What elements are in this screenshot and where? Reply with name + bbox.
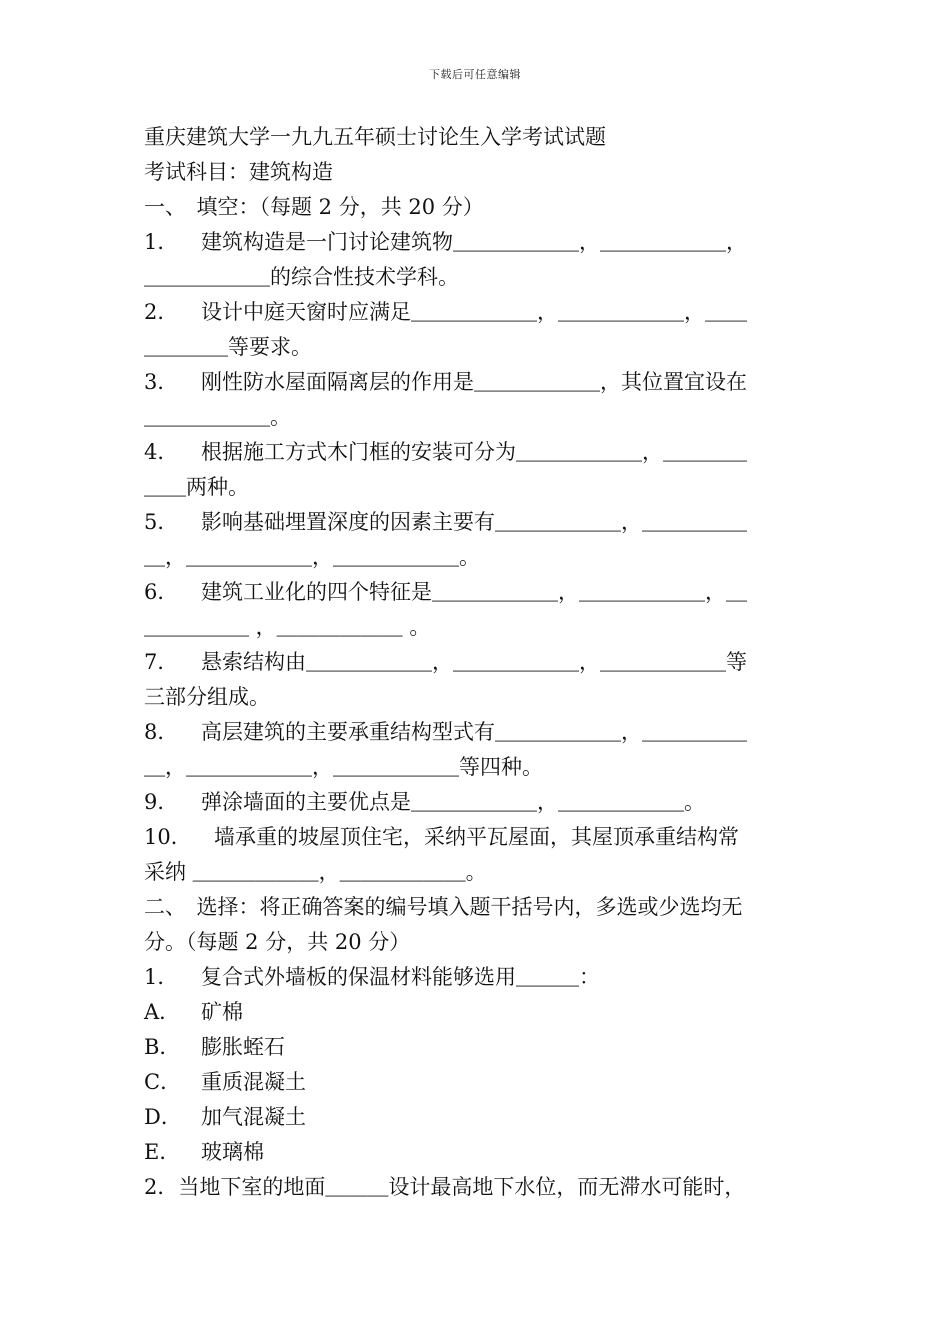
choice-question-2: 2．当地下室的地面＿＿＿设计最高地下水位，而无滞水可能时， xyxy=(144,1175,746,1199)
option-text: 加气混凝土 xyxy=(201,1105,306,1129)
question-text-continued: ＿＿＿＿＿＿的综合性技术学科。 xyxy=(144,265,459,289)
option-a xyxy=(144,995,808,1030)
question-4 xyxy=(144,435,808,505)
question-text-continued: ＿＿＿＿＿＿。 xyxy=(144,405,291,429)
option-letter: D． xyxy=(144,1105,182,1129)
option-letter: B． xyxy=(144,1035,181,1059)
question-text: 建筑构造是一门讨论建筑物＿＿＿＿＿＿，＿＿＿＿＿＿， xyxy=(201,230,747,254)
question-text-continued: ＿＿＿＿＿ ，＿＿＿＿＿＿ 。 xyxy=(144,615,431,639)
option-letter: C． xyxy=(144,1070,182,1094)
question-9 xyxy=(144,785,808,820)
question-number: 8． xyxy=(144,720,179,744)
question-7 xyxy=(144,645,808,715)
question-text: 复合式外墙板的保温材料能够选用＿＿＿： xyxy=(201,965,600,989)
exam-subject: 考试科目：建筑构造 xyxy=(144,160,333,184)
question-number: 4． xyxy=(144,440,179,464)
option-d xyxy=(144,1100,808,1135)
question-10 xyxy=(144,820,808,890)
question-text-continued: ＿＿两种。 xyxy=(144,475,249,499)
question-text-continued: ＿，＿＿＿＿＿＿，＿＿＿＿＿＿。 xyxy=(144,545,480,569)
question-text: 影响基础埋置深度的因素主要有＿＿＿＿＿＿，＿＿＿＿＿ xyxy=(201,510,747,534)
question-number: 1． xyxy=(144,230,179,254)
option-text: 重质混凝土 xyxy=(201,1070,306,1094)
question-text: 悬索结构由＿＿＿＿＿＿，＿＿＿＿＿＿，＿＿＿＿＿＿等 xyxy=(201,650,747,674)
option-text: 膨胀蛭石 xyxy=(201,1035,285,1059)
question-text: 建筑工业化的四个特征是＿＿＿＿＿＿，＿＿＿＿＿＿，＿ xyxy=(201,580,747,604)
section-heading-line: 分。（每题 2 分，共 20 分） xyxy=(144,930,411,954)
question-text: 墙承重的坡屋顶住宅，采纳平瓦屋面，其屋顶承重结构常 xyxy=(214,825,739,849)
option-text: 矿棉 xyxy=(201,1000,243,1024)
option-e xyxy=(144,1135,808,1170)
question-2 xyxy=(144,295,808,365)
question-text: 刚性防水屋面隔离层的作用是＿＿＿＿＿＿，其位置宜设在 xyxy=(201,370,747,394)
question-number: 5． xyxy=(144,510,179,534)
question-3 xyxy=(144,365,808,435)
question-number: 3． xyxy=(144,370,179,394)
question-number: 7． xyxy=(144,650,179,674)
page-header: 下载后可任意编辑 xyxy=(429,68,521,81)
question-number: 9． xyxy=(144,790,179,814)
question-8 xyxy=(144,715,808,785)
section-heading-choice xyxy=(144,890,808,960)
question-1 xyxy=(144,225,808,295)
question-number: 2． xyxy=(144,300,179,324)
question-6 xyxy=(144,575,808,645)
section-heading-fill-in: 一、 填空：（每题 2 分，共 20 分） xyxy=(144,195,484,219)
question-text-continued: 采纳 ＿＿＿＿＿＿，＿＿＿＿＿＿。 xyxy=(144,860,487,884)
option-b xyxy=(144,1030,808,1065)
question-number: 1． xyxy=(144,965,179,989)
question-text-continued: 三部分组成。 xyxy=(144,685,270,709)
question-number: 10． xyxy=(144,825,192,849)
exam-title: 重庆建筑大学一九九五年硕士讨论生入学考试试题 xyxy=(144,125,606,149)
exam-body xyxy=(144,120,808,1205)
question-text: 弹涂墙面的主要优点是＿＿＿＿＿＿，＿＿＿＿＿＿。 xyxy=(201,790,705,814)
option-letter: A． xyxy=(144,1000,181,1024)
question-5 xyxy=(144,505,808,575)
question-text: 设计中庭天窗时应满足＿＿＿＿＿＿，＿＿＿＿＿＿，＿＿ xyxy=(201,300,747,324)
option-text: 玻璃棉 xyxy=(201,1140,264,1164)
choice-question-1 xyxy=(144,960,808,1170)
question-text: 高层建筑的主要承重结构型式有＿＿＿＿＿＿，＿＿＿＿＿ xyxy=(201,720,747,744)
section-heading-line: 二、 选择：将正确答案的编号填入题干括号内，多选或少选均无 xyxy=(144,895,743,919)
option-c xyxy=(144,1065,808,1100)
question-text-continued: ＿，＿＿＿＿＿＿，＿＿＿＿＿＿等四种。 xyxy=(144,755,543,779)
question-text-continued: ＿＿＿＿等要求。 xyxy=(144,335,312,359)
question-number: 6． xyxy=(144,580,179,604)
option-letter: E． xyxy=(144,1140,181,1164)
question-text: 根据施工方式木门框的安装可分为＿＿＿＿＿＿，＿＿＿＿ xyxy=(201,440,747,464)
